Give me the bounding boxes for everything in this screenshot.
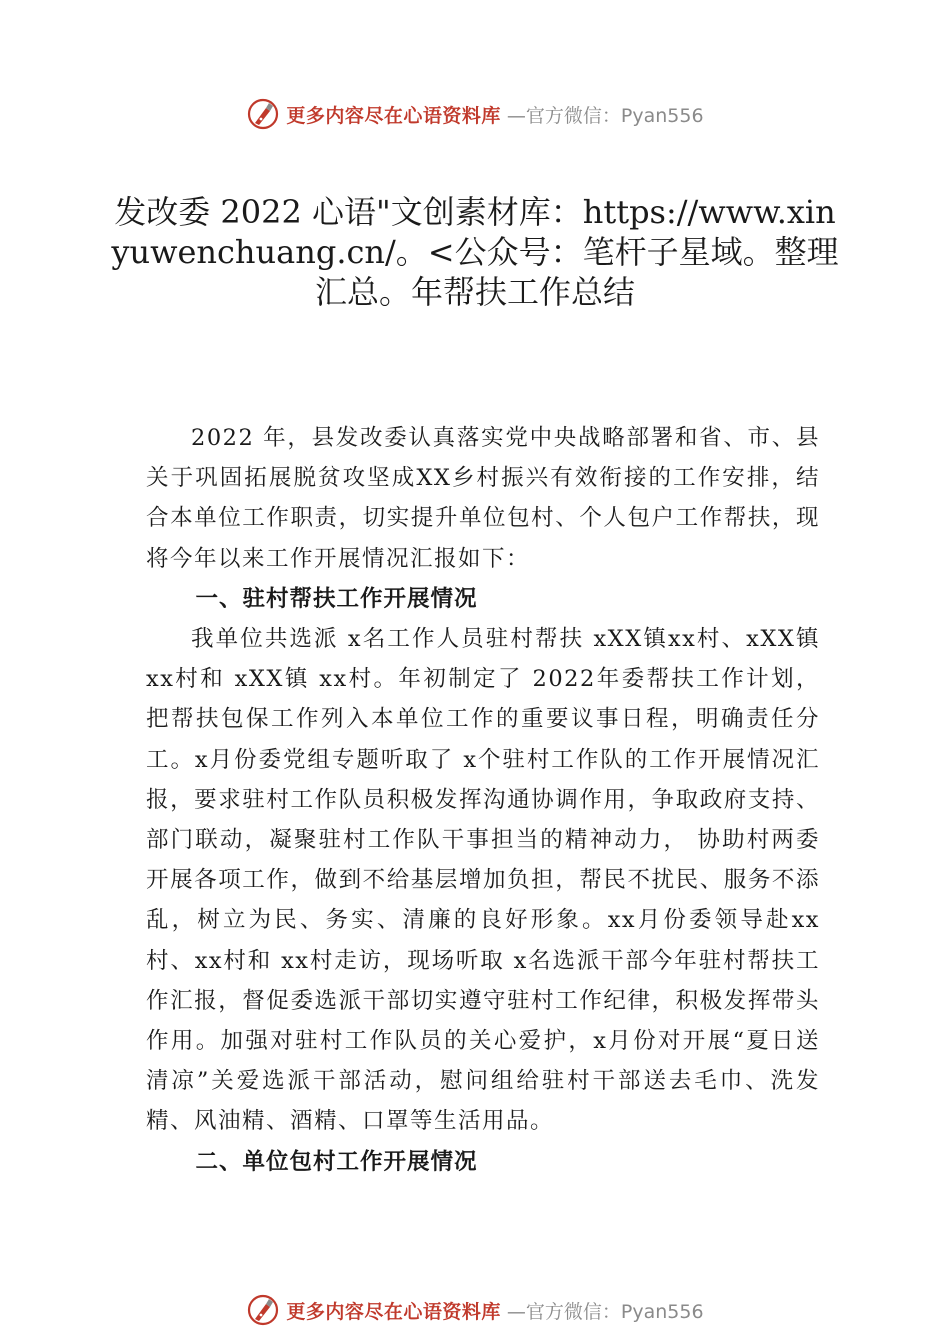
section-1-paragraph: 我单位共选派 x名工作人员驻村帮扶 xXX镇xx村、xXX镇xx村和 xXX镇 xx村。年初制定了 2022年委帮扶工作计划， 把帮扶包保工作列入本单位工作的重要议事日程，明确责任分工。x月份委党组专题听取了 x个驻村工作队的工作开展情况汇报，要求驻村工作队员积极发挥沟通协调作用，争取政府支持、部门联动，凝聚驻村工作队干事担当的精神动力， 协助村两委开展各项工作，做到不给基层增加负担，帮民不扰民、服务不添乱，树立为民、务实、清廉的良好形象。xx月份委领导赴xx村、xx村和 xx村走访，现场听取 x名选派干部今年驻村帮扶工作汇报，督促委选派干部切实遵守驻村工作纪律，积极发挥带头作用。加强对驻村工作队员的关心爱护，x月份对开展“夏日送清凉”关爱选派干部活动，慰问组给驻村干部送去毛巾、洗发精、风油精、酒精、口罩等生活用品。 (146, 626, 820, 1135)
watermark-banner-top (0, 94, 950, 134)
banner-promo-text: 更多内容尽在心语资料库 (286, 1300, 501, 1323)
banner-wechat-text: —官方微信：Pyan556 (506, 1300, 704, 1323)
document-body (146, 418, 820, 1182)
section-heading-1: 一、驻村帮扶工作开展情况 (195, 585, 478, 612)
section-heading-2: 二、单位包村工作开展情况 (195, 1148, 478, 1175)
intro-paragraph: 2022 年，县发改委认真落实党中央战略部署和省、市、县关于巩固拓展脱贫攻坚成XX乡村振兴有效衔接的工作安排，结合本单位工作职责，切实提升单位包村、个人包户工作帮扶，现将今年以来工作开展情况汇报如下： (146, 425, 820, 572)
banner-promo-text: 更多内容尽在心语资料库 (286, 104, 501, 127)
document-title: 发改委 2022 心语"文创素材库：https://www.xinyuwenchuang.cn/。<公众号：笔杆子星域。整理汇总。年帮扶工作总结 (111, 193, 839, 311)
watermark-banner-bottom (0, 1290, 950, 1330)
pen-nib-logo-icon (246, 97, 280, 131)
banner-wechat-text: —官方微信：Pyan556 (506, 104, 704, 127)
pen-nib-logo-icon (246, 1293, 280, 1327)
